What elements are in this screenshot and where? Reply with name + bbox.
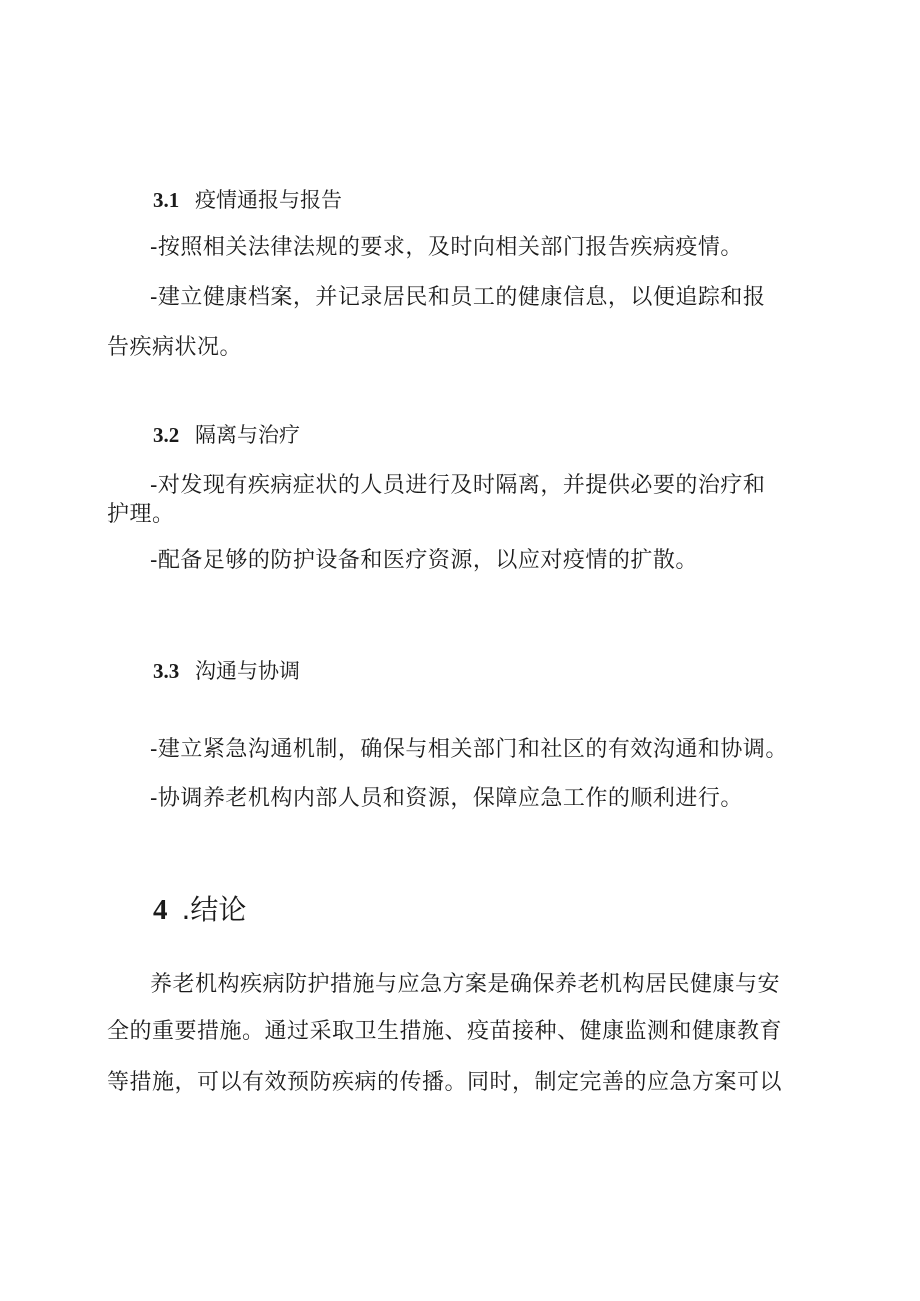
section-heading-4: [153, 889, 246, 930]
section-title: 隔离与治疗: [195, 423, 300, 447]
section-number: 4: [153, 894, 168, 926]
section-title: 疫情通报与报告: [195, 188, 342, 212]
paragraph-line: -配备足够的防护设备和医疗资源，以应对疫情的扩散。: [150, 548, 698, 573]
section-number: 3.2: [153, 423, 180, 447]
paragraph-line: 告疾病状况。: [107, 335, 243, 360]
paragraph-line: 等措施，可以有效预防疾病的传播。同时，制定完善的应急方案可以: [107, 1070, 783, 1095]
paragraph-line: 全的重要措施。通过采取卫生措施、疫苗接种、健康监测和健康教育: [107, 1019, 783, 1044]
section-heading-3-1: [153, 185, 342, 215]
section-title: 沟通与协调: [195, 659, 300, 683]
paragraph-line: 养老机构疾病防护措施与应急方案是确保养老机构居民健康与安: [150, 972, 781, 997]
paragraph-line: -建立健康档案，并记录居民和员工的健康信息，以便追踪和报: [150, 285, 766, 310]
paragraph-line: -建立紧急沟通机制，确保与相关部门和社区的有效沟通和协调。: [150, 737, 788, 762]
section-heading-3-2: [153, 420, 300, 450]
paragraph-line: -协调养老机构内部人员和资源，保障应急工作的顺利进行。: [150, 786, 743, 811]
section-number: 3.3: [153, 659, 180, 683]
paragraph-line: -按照相关法律法规的要求，及时向相关部门报告疾病疫情。: [150, 235, 743, 260]
section-title: .结论: [181, 893, 247, 926]
section-number: 3.1: [153, 188, 180, 212]
paragraph-line: 护理。: [107, 502, 175, 527]
paragraph-line: -对发现有疾病症状的人员进行及时隔离，并提供必要的治疗和: [150, 473, 766, 498]
section-heading-3-3: [153, 656, 300, 686]
